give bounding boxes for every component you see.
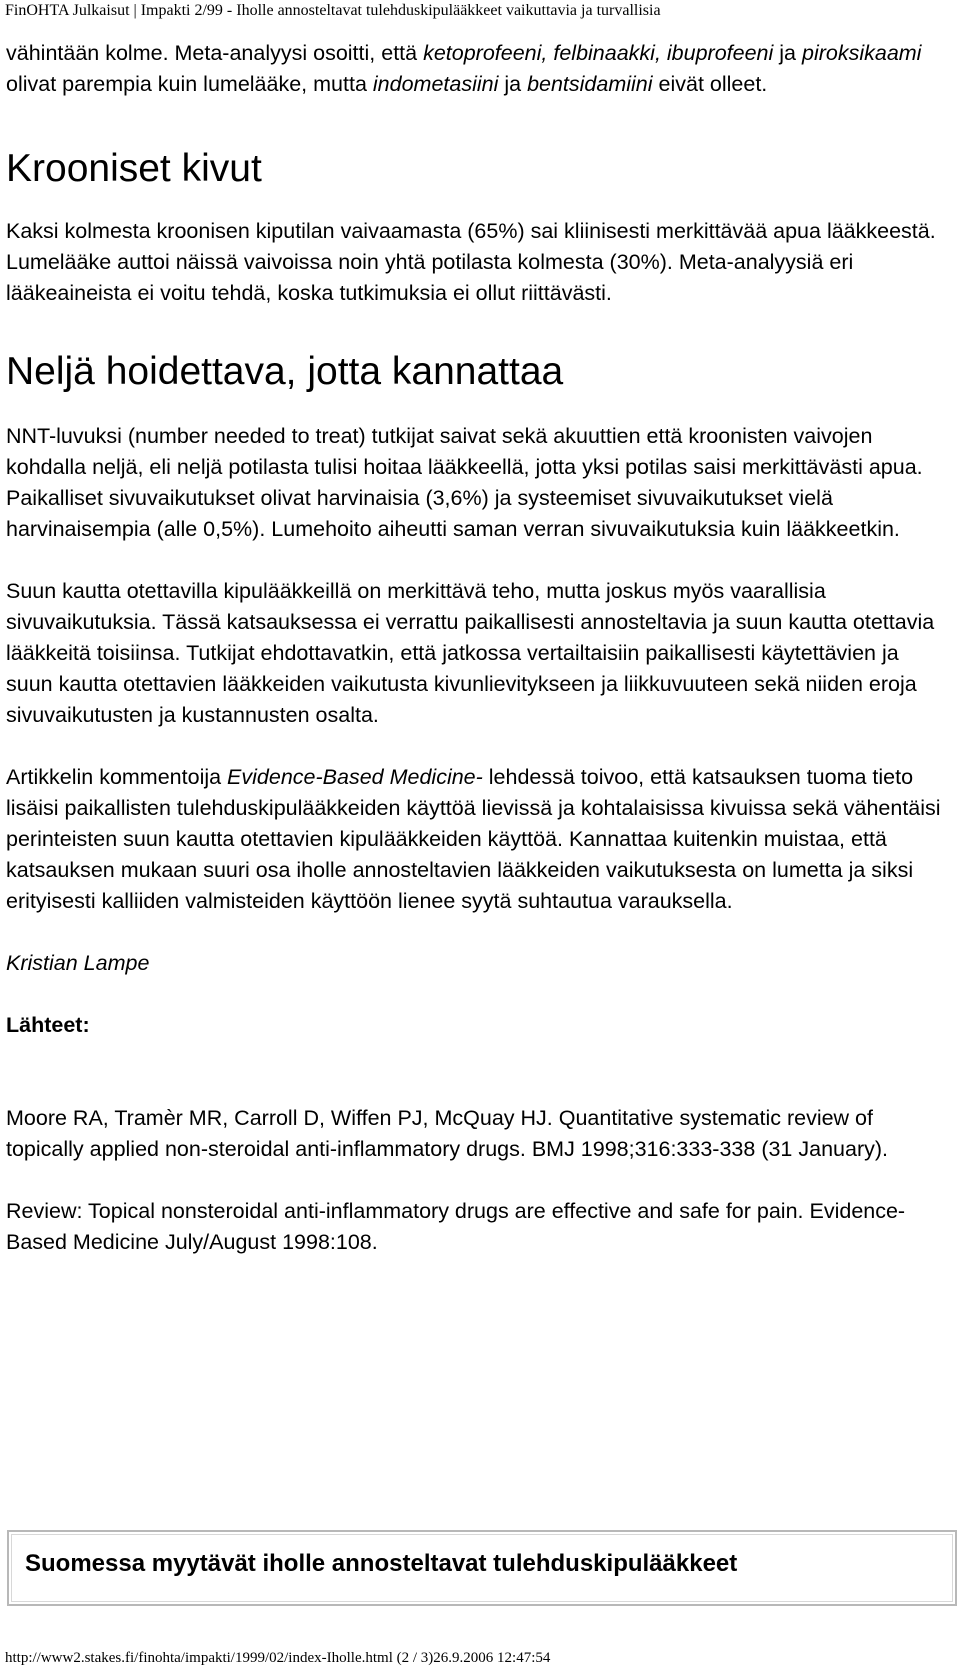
heading-chronic-pain: Krooniset kivut [6, 147, 262, 190]
commentary-text-1: Artikkelin kommentoija [6, 765, 228, 789]
intro-text-1: vähintään kolme. Meta-analyysi osoitti, että [6, 41, 424, 65]
intro-text-4: ja [498, 72, 528, 96]
intro-text-3: olivat parempia kuin lumelääke, mutta [6, 72, 373, 96]
journal-name: Evidence-Based Medicine- [227, 765, 483, 789]
reference-item: Review: Topical nonsteroidal anti-inflammatory drugs are effective and safe for pain. Evidence-Based Medicine July/August 1998:108. [6, 1199, 906, 1254]
sources-label: Lähteet: [6, 1013, 90, 1037]
drug-name-indomethacin: indometasiini [372, 72, 499, 96]
print-header: FinOHTA Julkaisut | Impakti 2/99 - Iholle annosteltavat tulehduskipulääkkeet vaikuttavia ja turvallisia [5, 2, 661, 19]
commentary-paragraph [6, 762, 951, 917]
article-content [6, 38, 951, 1258]
commentary-text-2: lehdessä toivoo, että katsauksen tuoma tieto lisäisi paikallisten tulehduskipulääkkeiden käyttöä lievissä ja kohtalaisissa kivuissa sekä vähentäisi perinteisten suun kautta otettavien kipulääkkeiden käyttöä. Kannattaa kuitenkin muistaa, että katsauksen mukaan suuri osa iholle annosteltavien lääkkeiden vaikutuksesta on lumetta ja siksi erityisesti kalliiden valmisteiden käyttöön lienee syytä suhtautua varauksella. [6, 765, 941, 913]
nnt-paragraph: NNT-luvuksi (number needed to treat) tutkijat saivat sekä akuuttien että kroonisten vaivojen kohdalla neljä, eli neljä potilasta tulisi hoitaa lääkkeellä, jotta yksi potilas saisi merkittävästi apua. Paikalliset sivuvaikutukset olivat harvinaisia (3,6%) ja systeemiset sivuvaikutukset vielä harvinaisempia (alle 0,5%). Lumehoito aiheutti saman verran sivuvaikutuksia kuin lääkkeetkin. [6, 424, 923, 541]
chronic-pain-paragraph: Kaksi kolmesta kroonisen kiputilan vaivaamasta (65%) sai kliinisesti merkittävää apua lääkkeestä. Lumelääke auttoi näissä vaivoissa noin yhtä potilasta kolmesta (30%). Meta-analyysiä eri lääkeaineista ei voitu tehdä, koska tutkimuksia ei ollut riittävästi. [6, 219, 936, 305]
drug-name-benzydamine: bentsidamiini [527, 72, 653, 96]
oral-painkillers-paragraph: Suun kautta otettavilla kipulääkkeillä on merkittävä teho, mutta joskus myös vaarallisia sivuvaikutuksia. Tässä katsauksessa ei verrattu paikallisesti annosteltavia ja suun kautta otettavia lääkkeitä toisiinsa. Tutkijat ehdottavatkin, että jatkossa vertailtaisiin paikallisesti käytettävien ja suun kautta otettavien lääkkeiden vaikutusta kivunlievitykseen ja liikkuvuuteen sekä niiden eroja sivuvaikutusten ja kustannusten osalta. [6, 579, 935, 727]
intro-text-5: eivät olleet. [652, 72, 768, 96]
heading-nnt: Neljä hoidettava, jotta kannattaa [6, 350, 564, 393]
author-name: Kristian Lampe [6, 951, 150, 975]
intro-text-2: ja [773, 41, 802, 65]
box-title: Suomessa myytävät iholle annosteltavat tulehduskipulääkkeet [25, 1550, 738, 1577]
drug-name-piroxicam: piroksikaami [801, 41, 922, 65]
print-footer-url: http://www2.stakes.fi/finohta/impakti/1999/02/index-Iholle.html (2 / 3)26.9.2006 12:47:54 [5, 1650, 551, 1666]
reference-item: Moore RA, Tramèr MR, Carroll D, Wiffen PJ, McQuay HJ. Quantitative systematic review of topically applied non-steroidal anti-inflammatory drugs. BMJ 1998;316:333-338 (31 January). [6, 1106, 888, 1161]
intro-paragraph [6, 38, 951, 100]
product-list-box [7, 1530, 957, 1606]
drug-names-effective: ketoprofeeni, felbinaakki, ibuprofeeni [423, 41, 774, 65]
